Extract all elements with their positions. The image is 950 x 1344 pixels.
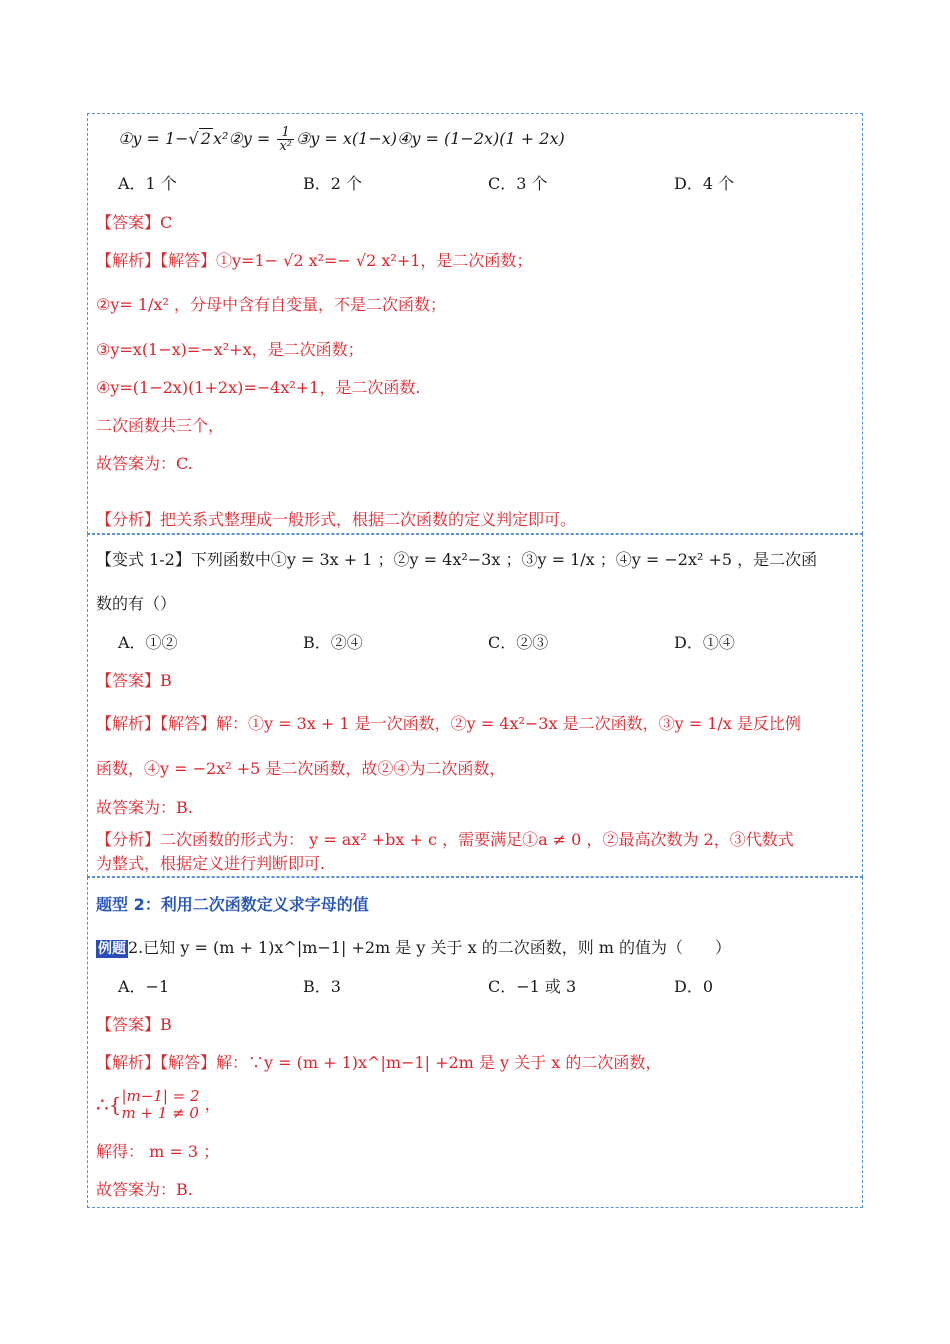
block3-option-b: B．3 (303, 977, 341, 996)
block1-analysis-line-5: 二次函数共三个， (96, 416, 225, 435)
block2-analysis-line-1: 【解析】【解答】解：①y = 3x + 1 是一次函数，②y = 4x²−3x 是二次函数，③y = 1/x 是反比例 (96, 714, 801, 733)
system-eq-1: |m−1| = 2 (121, 1087, 200, 1105)
block1-intro: ①y = 1−√ 2 x²②y = $\frac{1}{\text{x²}}$ ③y = x(1−x)④y = (1−2x)(1 + 2x) (118, 125, 565, 154)
block2-option-a: A．①② (118, 633, 178, 652)
block3-question-text: 2.已知 y = (m + 1)x^|m−1| +2m 是 y 关于 x 的二次函数，则 m 的值为（ ） (128, 938, 732, 957)
solution-box-2 (87, 534, 863, 877)
block1-option-a: A．1 个 (118, 174, 177, 193)
block3-option-d: D．0 (674, 977, 714, 996)
block1-option-d: D．4 个 (674, 174, 735, 193)
block1-analysis-line-6: 故答案为：C. (96, 454, 193, 473)
block3-analysis-line-3: 解得： m = 3 ； (96, 1142, 220, 1161)
block1-analysis-line-4: ④y=(1−2x)(1+2x)=−4x²+1，是二次函数. (96, 378, 421, 397)
block2-fenxi-line-2: 为整式，根据定义进行判断即可. (96, 854, 326, 873)
block2-question-line-2: 数的有（） (96, 594, 177, 613)
block3-option-a: A．−1 (118, 977, 170, 996)
block3-system: ∴{ |m−1| = 2 m + 1 ≠ 0 ， (96, 1087, 221, 1122)
solution-box-1 (87, 113, 863, 534)
equation-system (121, 1088, 199, 1122)
block1-analysis-line-3: ③y=x(1−x)=−x²+x，是二次函数； (96, 340, 364, 359)
block2-analysis-line-2: 函数，④y = −2x² +5 是二次函数，故②④为二次函数， (96, 759, 506, 778)
block2-answer: 【答案】B (96, 671, 172, 690)
block1-analysis-line-1: 【解析】【解答】①y=1− √2 x²=− √2 x²+1，是二次函数； (96, 251, 533, 270)
block3-analysis-line-4: 故答案为：B. (96, 1180, 193, 1199)
block3-analysis-line-1: 【解析】【解答】解：∵y = (m + 1)x^|m−1| +2m 是 y 关于 x 的二次函数， (96, 1053, 662, 1072)
block3-question (96, 936, 731, 961)
block3-option-c: C．−1 或 3 (488, 977, 577, 996)
block2-analysis-line-3: 故答案为：B. (96, 798, 193, 817)
block1-fenxi: 【分析】把关系式整理成一般形式，根据二次函数的定义判定即可。 (96, 510, 577, 529)
section-title: 题型 2：利用二次函数定义求字母的值 (96, 895, 369, 914)
block2-question-line-1: 【变式 1-2】下列函数中①y = 3x + 1 ；②y = 4x²−3x ；③y = 1/x ；④y = −2x² +5 ，是二次函 (96, 550, 818, 569)
block2-option-c: C．②③ (488, 633, 549, 652)
block1-analysis-line-2: ②y= 1/x² ，分母中含有自变量，不是二次函数； (96, 295, 446, 314)
block1-option-b: B．2 个 (303, 174, 363, 193)
block3-answer: 【答案】B (96, 1015, 172, 1034)
block2-fenxi-line-1: 【分析】二次函数的形式为： y = ax² +bx + c ，需要满足①a ≠ 0 ，②最高次数为 2，③代数式 (96, 830, 794, 849)
block1-option-c: C．3 个 (488, 174, 548, 193)
system-eq-2: m + 1 ≠ 0 (121, 1104, 199, 1122)
example-tag: 例题 (98, 941, 126, 957)
block1-answer: 【答案】C (96, 213, 173, 232)
block2-option-d: D．①④ (674, 633, 735, 652)
block2-option-b: B．②④ (303, 633, 363, 652)
